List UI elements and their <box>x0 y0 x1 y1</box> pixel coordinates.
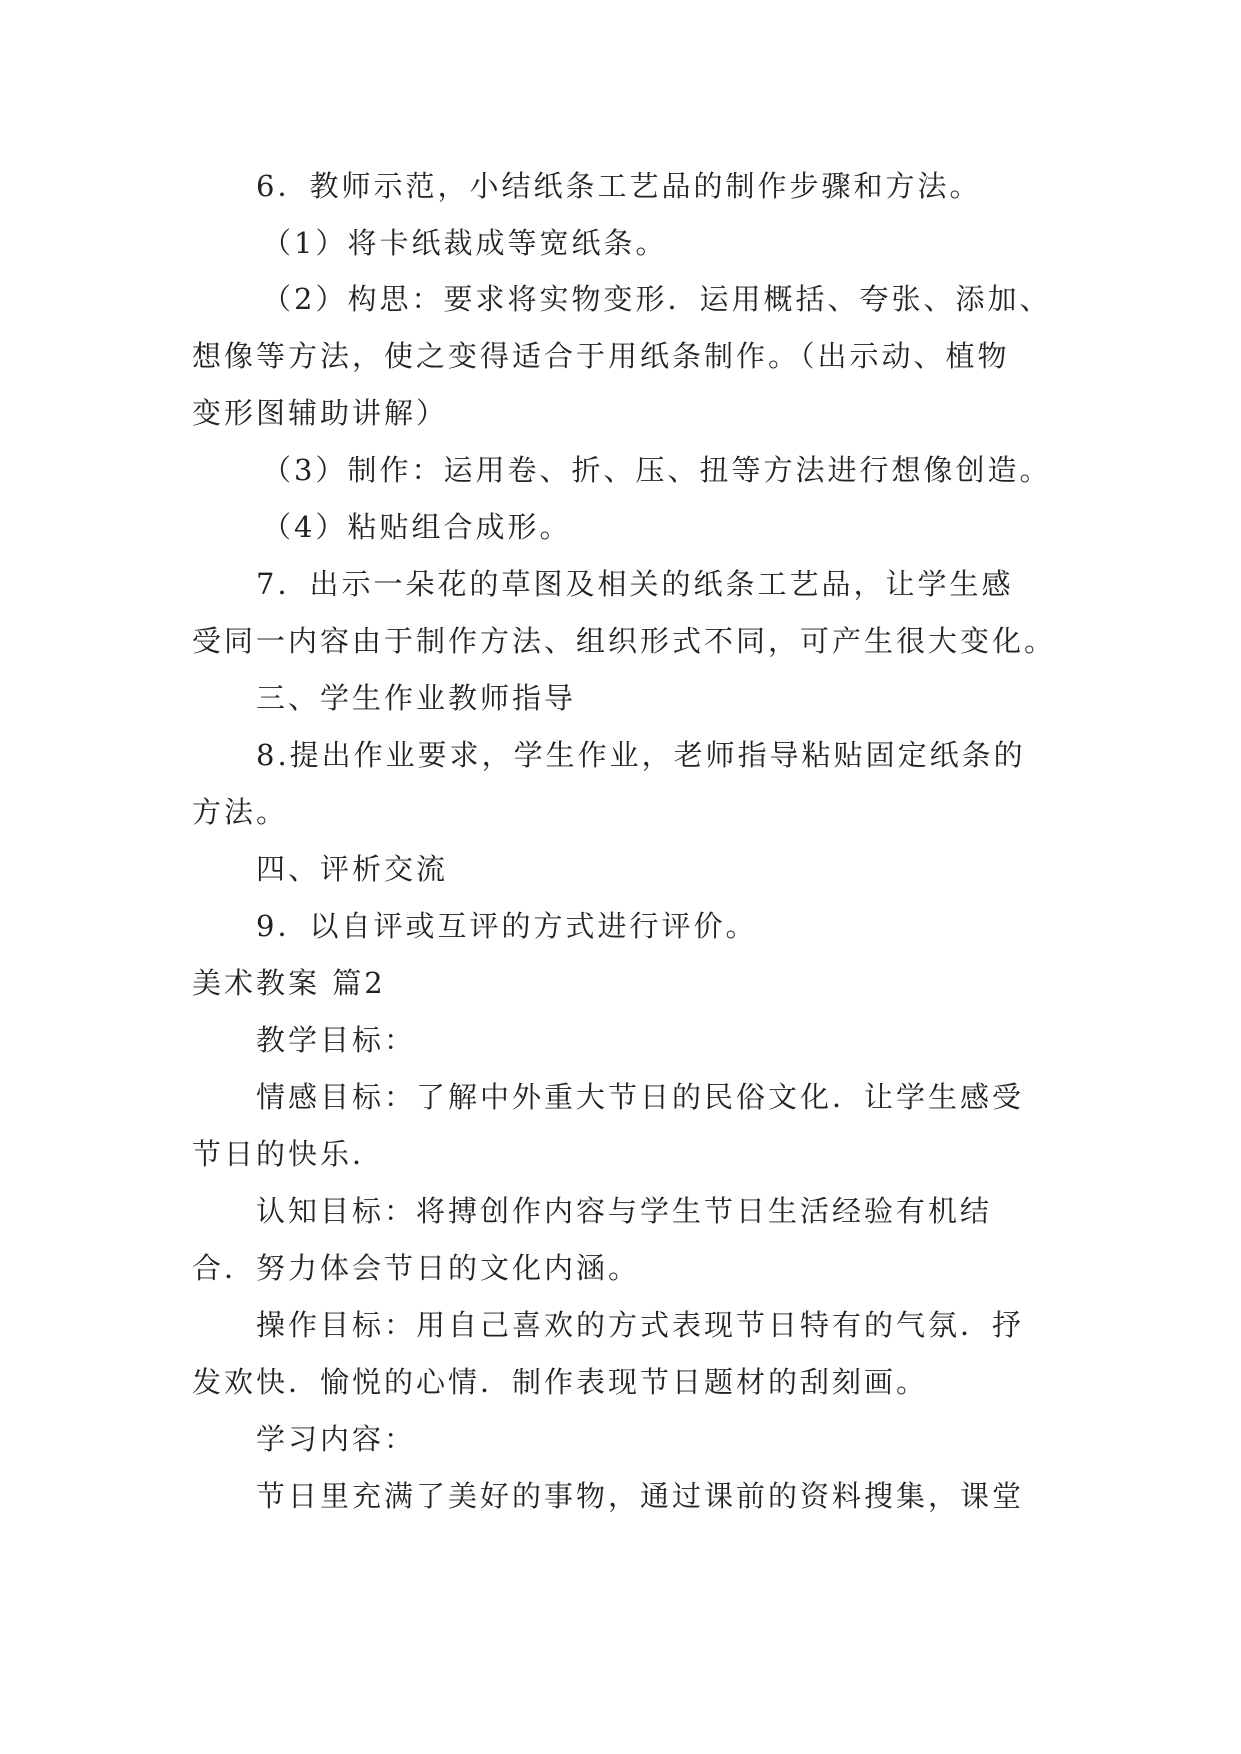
paragraph-step-6: 6．教师示范，小结纸条工艺品的制作步骤和方法。 <box>256 169 982 203</box>
paragraph-learning-content: 节日里充满了美好的事物，通过课前的资料搜集，课堂 <box>256 1479 1025 1513</box>
paragraph-cognitive-goal-cont: 合．努力体会节日的文化内涵。 <box>192 1251 641 1285</box>
paragraph-cognitive-goal: 认知目标：将搏创作内容与学生节日生活经验有机结 <box>256 1194 993 1228</box>
chapter-title: 美术教案 篇2 <box>192 966 386 1000</box>
paragraph-step-7: 7．出示一朵花的草图及相关的纸条工艺品，让学生感 <box>256 567 1014 601</box>
paragraph-emotion-goal: 情感目标：了解中外重大节日的民俗文化．让学生感受 <box>256 1080 1025 1114</box>
paragraph-step-8: 8.提出作业要求，学生作业，老师指导粘贴固定纸条的 <box>256 738 1026 772</box>
paragraph-substep-2-cont: 想像等方法，使之变得适合于用纸条制作。（出示动、植物 <box>192 339 1010 373</box>
paragraph-step-7-cont: 受同一内容由于制作方法、组织形式不同，可产生很大变化。 <box>192 624 1057 658</box>
paragraph-operation-goal-cont: 发欢快．愉悦的心情．制作表现节日题材的刮刻画。 <box>192 1365 929 1399</box>
paragraph-substep-1: （1）将卡纸裁成等宽纸条。 <box>262 226 668 260</box>
paragraph-substep-4: （4）粘贴组合成形。 <box>262 510 572 544</box>
paragraph-operation-goal: 操作目标：用自己喜欢的方式表现节日特有的气氛．抒 <box>256 1308 1025 1342</box>
paragraph-substep-3: （3）制作：运用卷、折、压、扭等方法进行想像创造。 <box>262 453 1052 487</box>
learning-content-heading: 学习内容： <box>256 1422 417 1456</box>
paragraph-substep-2: （2）构思：要求将实物变形．运用概括、夸张、添加、 <box>262 282 1052 316</box>
section-heading-4: 四、评析交流 <box>256 852 449 886</box>
paragraph-substep-2-cont: 变形图辅助讲解） <box>192 396 449 430</box>
paragraph-step-8-cont: 方法。 <box>192 795 289 829</box>
section-heading-3: 三、学生作业教师指导 <box>256 681 577 715</box>
teaching-goals-heading: 教学目标： <box>256 1023 417 1057</box>
paragraph-step-9: 9．以自评或互评的方式进行评价。 <box>256 909 758 943</box>
paragraph-emotion-goal-cont: 节日的快乐． <box>192 1137 385 1171</box>
